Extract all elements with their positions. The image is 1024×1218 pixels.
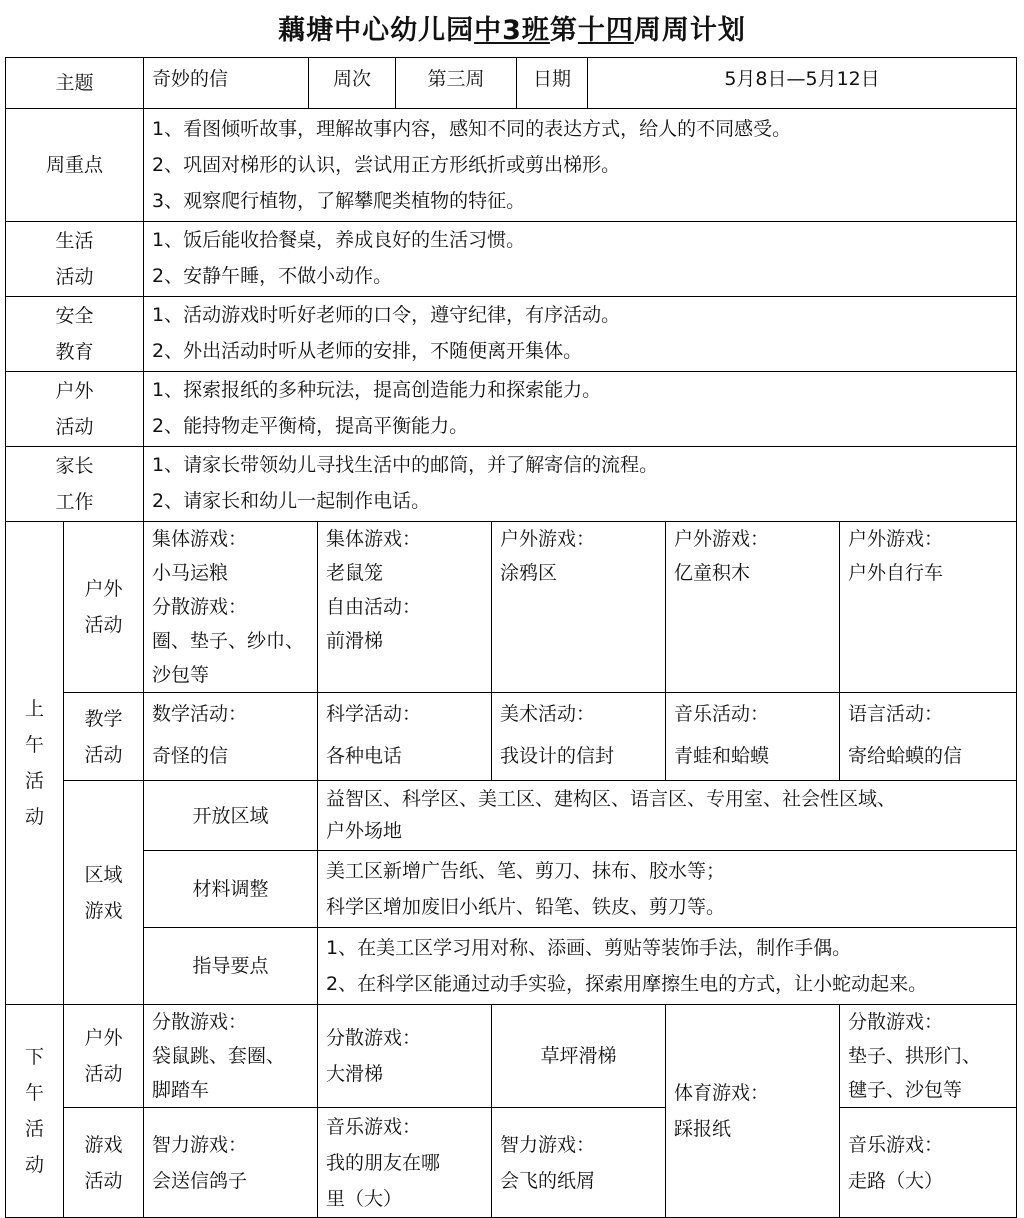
life-content (144, 222, 1017, 297)
cell-line: 圈、垫子、纱巾、 (152, 630, 305, 652)
cell-line: 智力游戏： (500, 1133, 596, 1156)
cell-line: 青蛙和蛤蟆 (674, 745, 770, 767)
afternoon-label-char: 下 (24, 1046, 44, 1068)
cell-line: 户外游戏： (500, 528, 596, 550)
theme-label: 主题 (6, 58, 144, 109)
outdoor-item: 1、探索报纸的多种玩法，提高创造能力和探索能力。 (152, 379, 602, 401)
cell-line: 户外游戏： (848, 528, 944, 550)
afternoon-outdoor-label-2: 活动 (84, 1063, 123, 1085)
cell-line: 音乐游戏： (848, 1133, 944, 1156)
outdoor-item: 2、能持物走平衡椅，提高平衡能力。 (152, 415, 469, 437)
safety-item: 1、活动游戏时听好老师的口令，遵守纪律，有序活动。 (152, 304, 621, 326)
parents-item: 2、请家长和幼儿一起制作电话。 (152, 490, 431, 512)
morning-teaching-label-2: 活动 (84, 743, 123, 766)
outdoor-label (6, 372, 144, 447)
afternoon-game-tue (318, 1108, 492, 1218)
cell-line: 音乐游戏： (326, 1115, 422, 1138)
afternoon-label-char: 活 (24, 1118, 44, 1140)
cell-line: 前滑梯 (326, 630, 384, 652)
week-value: 第三周 (396, 58, 517, 108)
morning-label-char: 动 (24, 806, 44, 828)
morning-outdoor-wed (492, 522, 666, 693)
focus-content (144, 109, 1017, 222)
morning-teaching-row (6, 693, 1017, 781)
cell-line: 脚踏车 (152, 1079, 210, 1101)
morning-outdoor-tue (318, 522, 492, 693)
morning-teaching-label-1: 教学 (84, 707, 123, 730)
cell-line: 亿童积木 (674, 562, 751, 584)
cell-line: 小马运粮 (152, 562, 229, 584)
cell-line: 分散游戏： (152, 1011, 248, 1033)
cell-line: 踩报纸 (674, 1118, 732, 1140)
morning-outdoor-row (6, 522, 1017, 693)
safety-label-2: 教育 (55, 341, 94, 363)
title-suffix: 周周计划 (633, 15, 746, 46)
morning-outdoor-mon (144, 522, 318, 693)
afternoon-outdoor-wed: 草坪滑梯 (492, 1005, 666, 1108)
cell-line: 户外游戏： (674, 528, 770, 550)
cell-line: 智力游戏： (152, 1133, 248, 1156)
cell-line: 集体游戏： (326, 528, 422, 550)
cell-line: 里（大） (326, 1187, 403, 1210)
morning-label-char: 上 (24, 698, 44, 720)
parents-label (6, 447, 144, 522)
life-label-2: 活动 (55, 266, 94, 288)
page-title (0, 8, 1024, 47)
date-label: 日期 (517, 58, 588, 108)
teaching-mon (144, 693, 318, 781)
cell-line: 寄给蛤蟆的信 (848, 745, 963, 767)
afternoon-game-label-1: 游戏 (84, 1133, 123, 1156)
afternoon-outdoor-tue (318, 1005, 492, 1108)
cell-line: 益智区、科学区、美工区、建构区、语言区、专用室、社会性区域、 (326, 788, 897, 810)
morning-label (6, 522, 64, 1005)
focus-row (6, 109, 1017, 222)
afternoon-game-fri (840, 1108, 1017, 1218)
parents-label-2: 工作 (55, 491, 94, 513)
cell-line: 大滑梯 (326, 1063, 384, 1085)
area-open-label: 开放区域 (144, 781, 318, 851)
life-label-1: 生活 (55, 230, 94, 252)
cell-line: 2、在科学区能通过动手实验，探索用摩擦生电的方式，让小蛇动起来。 (326, 973, 928, 995)
cell-line: 音乐活动： (674, 703, 770, 725)
focus-item: 2、巩固对梯形的认识，尝试用正方形纸折或剪出梯形。 (152, 154, 621, 176)
outdoor-row (6, 372, 1017, 447)
cell-line: 体育游戏： (674, 1082, 770, 1104)
cell-line: 科学活动： (326, 703, 422, 725)
cell-line: 美工区新增广告纸、笔、剪刀、抹布、胶水等； (326, 860, 726, 882)
teaching-thu (666, 693, 840, 781)
cell-line: 涂鸦区 (500, 562, 558, 584)
date-value: 5月8日—5月12日 (724, 68, 880, 90)
afternoon-outdoor-label (64, 1005, 144, 1108)
cell-line: 毽子、沙包等 (848, 1079, 963, 1101)
header-row (6, 58, 1017, 109)
life-label (6, 222, 144, 297)
teaching-fri (840, 693, 1017, 781)
area-open-value (318, 781, 1017, 851)
afternoon-outdoor-mon (144, 1005, 318, 1108)
parents-item: 1、请家长带领幼儿寻找生活中的邮筒，并了解寄信的流程。 (152, 454, 659, 476)
cell-line: 美术活动： (500, 703, 596, 725)
morning-outdoor-label-2: 活动 (84, 614, 123, 636)
teaching-wed (492, 693, 666, 781)
teaching-tue (318, 693, 492, 781)
cell-line: 语言活动： (848, 703, 944, 725)
afternoon-game-label (64, 1108, 144, 1218)
cell-line: 会送信鸽子 (152, 1169, 248, 1192)
cell-line: 集体游戏： (152, 528, 248, 550)
cell-line: 我的朋友在哪 (326, 1151, 441, 1174)
cell-line: 各种电话 (326, 745, 403, 767)
afternoon-game-row (6, 1108, 1017, 1218)
area-guide-row (6, 928, 1017, 1005)
focus-item: 3、观察爬行植物，了解攀爬类植物的特征。 (152, 190, 526, 212)
cell-line: 1、在美工区学习用对称、添画、剪贴等装饰手法，制作手偶。 (326, 937, 852, 959)
cell-line: 老鼠笼 (326, 562, 384, 584)
cell-line: 走路（大） (848, 1169, 944, 1192)
weekly-plan-table (5, 57, 1017, 1218)
outdoor-content (144, 372, 1017, 447)
area-guide-value (318, 928, 1017, 1005)
title-class: 中3班 (474, 15, 550, 46)
area-material-value (318, 851, 1017, 928)
area-material-row (6, 851, 1017, 928)
parents-content (144, 447, 1017, 522)
title-week-prefix: 第 (549, 15, 578, 46)
afternoon-game-mon (144, 1108, 318, 1218)
afternoon-game-label-2: 活动 (84, 1169, 123, 1192)
area-guide-label: 指导要点 (144, 928, 318, 1005)
cell-line: 会飞的纸屑 (500, 1169, 596, 1192)
area-label (64, 781, 144, 1005)
morning-label-char: 活 (24, 770, 44, 792)
life-item: 2、安静午睡，不做小动作。 (152, 265, 393, 287)
cell-line: 垫子、拱形门、 (848, 1045, 982, 1067)
cell-line: 自由活动： (326, 596, 422, 618)
title-week-number: 十四 (577, 15, 634, 46)
parents-row (6, 447, 1017, 522)
morning-teaching-label (64, 693, 144, 781)
morning-outdoor-fri (840, 522, 1017, 693)
safety-row (6, 297, 1017, 372)
afternoon-outdoor-row (6, 1005, 1017, 1108)
afternoon-label-char: 午 (24, 1082, 44, 1104)
afternoon-label (6, 1005, 64, 1218)
afternoon-outdoor-fri (840, 1005, 1017, 1108)
morning-label-char: 午 (24, 734, 44, 756)
safety-label-1: 安全 (55, 305, 94, 327)
outdoor-label-1: 户外 (55, 380, 94, 402)
theme-value: 奇妙的信 (144, 58, 309, 108)
title-kindergarten: 藕塘中心幼儿园 (278, 15, 475, 46)
focus-label: 周重点 (6, 109, 144, 222)
cell-line: 奇怪的信 (152, 745, 229, 767)
outdoor-label-2: 活动 (55, 416, 94, 438)
cell-line: 分散游戏： (152, 596, 248, 618)
afternoon-thu (666, 1005, 840, 1218)
week-label: 周次 (309, 58, 396, 108)
cell-line: 沙包等 (152, 664, 210, 686)
parents-label-1: 家长 (55, 455, 94, 477)
safety-item: 2、外出活动时听从老师的安排，不随便离开集体。 (152, 340, 583, 362)
area-label-1: 区域 (84, 863, 123, 886)
afternoon-outdoor-label-1: 户外 (84, 1027, 123, 1049)
area-open-row (6, 781, 1017, 851)
cell-line: 户外自行车 (848, 562, 944, 584)
afternoon-label-char: 动 (24, 1154, 44, 1176)
life-item: 1、饭后能收拾餐桌，养成良好的生活习惯。 (152, 229, 526, 251)
focus-item: 1、看图倾听故事，理解故事内容，感知不同的表达方式，给人的不同感受。 (152, 118, 792, 140)
cell-line: 袋鼠跳、套圈、 (152, 1045, 286, 1067)
area-material-label: 材料调整 (144, 851, 318, 928)
cell-line: 户外场地 (326, 820, 403, 842)
area-label-2: 游戏 (84, 899, 123, 922)
cell-line: 科学区增加废旧小纸片、铅笔、铁皮、剪刀等。 (326, 896, 726, 918)
morning-outdoor-label (64, 522, 144, 693)
life-row (6, 222, 1017, 297)
cell-line: 分散游戏： (848, 1011, 944, 1033)
safety-label (6, 297, 144, 372)
morning-outdoor-thu (666, 522, 840, 693)
cell-line: 数学活动： (152, 703, 248, 725)
cell-line: 我设计的信封 (500, 745, 615, 767)
cell-line: 分散游戏： (326, 1027, 422, 1049)
safety-content (144, 297, 1017, 372)
afternoon-game-wed (492, 1108, 666, 1218)
morning-outdoor-label-1: 户外 (84, 578, 123, 600)
